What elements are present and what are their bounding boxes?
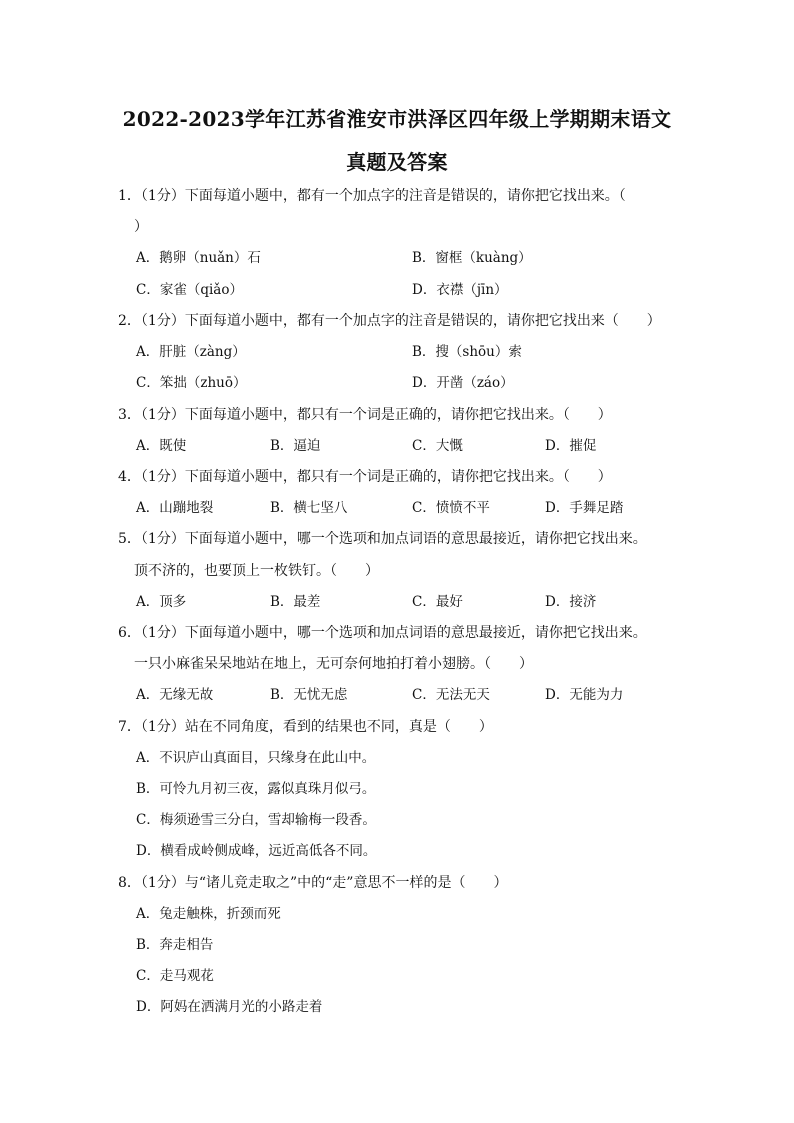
question-3-option-b: B．逼迫 (270, 438, 321, 454)
question-3-stem: 3．（1分）下面每道小题中，都只有一个词是正确的，请你把它找出来。（ ） (118, 407, 612, 423)
question-2-option-a: A．肝脏（zàng） (136, 344, 246, 360)
question-4-option-b: B．横七坚八 (270, 500, 348, 516)
question-1-option-a: A．鹅卵（nuǎn）石 (136, 250, 261, 266)
question-1-option-d: D．衣襟（jīn） (412, 282, 508, 298)
question-3-option-a: A．既使 (136, 438, 187, 454)
question-8-stem: 8．（1分）与“诸儿竞走取之”中的“走”意思不一样的是（ ） (118, 875, 508, 891)
question-5-option-d: D．接济 (545, 594, 597, 610)
document-title-line1: 2022-2023学年江苏省淮安市洪泽区四年级上学期期末语文 (122, 107, 672, 131)
question-7-stem: 7．（1分）站在不同角度，看到的结果也不同，真是（ ） (118, 719, 493, 735)
question-5-context: 顶不济的，也要顶上一枚铁钉。（ ） (134, 563, 379, 579)
question-5-stem: 5．（1分）下面每道小题中，哪一个选项和加点词语的意思最接近，请你把它找出来。 (118, 531, 647, 547)
question-8-option-c: C．走马观花 (136, 968, 214, 984)
question-4-stem: 4．（1分）下面每道小题中，都只有一个词是正确的，请你把它找出来。（ ） (118, 469, 612, 485)
question-1-stem: 1．（1分）下面每道小题中，都有一个加点字的注音是错误的，请你把它找出来。（ (118, 188, 626, 204)
question-7-option-c: C．梅须逊雪三分白，雪却输梅一段香。 (136, 812, 376, 828)
question-1-stem-cont: ） (134, 219, 148, 235)
question-4-option-d: D．手舞足踏 (545, 500, 624, 516)
question-5-option-c: C．最好 (412, 594, 463, 610)
question-3-option-d: D．摧促 (545, 438, 597, 454)
question-7-option-b: B．可怜九月初三夜，露似真珠月似弓。 (136, 781, 376, 797)
question-7-option-d: D．横看成岭侧成峰，远近高低各不同。 (136, 843, 377, 859)
question-7-option-a: A．不识庐山真面目，只缘身在此山中。 (136, 750, 376, 766)
question-2-option-d: D．开凿（záo） (412, 375, 514, 391)
question-6-option-d: D．无能为力 (545, 687, 624, 703)
question-3-option-c: C．大慨 (412, 438, 463, 454)
question-4-option-c: C．愤愤不平 (412, 500, 490, 516)
question-6-option-b: B．无忧无虑 (270, 687, 348, 703)
question-5-option-b: B．最差 (270, 594, 321, 610)
question-1-option-c: C．家雀（qiǎo） (136, 282, 243, 298)
question-1-option-b: B．窗框（kuàng） (412, 250, 532, 266)
question-4-option-a: A．山蹦地裂 (136, 500, 214, 516)
document-title-line2: 真题及答案 (346, 150, 448, 174)
question-8-option-d: D．阿妈在洒满月光的小路走着 (136, 999, 323, 1015)
question-6-stem: 6．（1分）下面每道小题中，哪一个选项和加点词语的意思最接近，请你把它找出来。 (118, 625, 647, 641)
question-6-option-c: C．无法无天 (412, 687, 490, 703)
question-8-option-b: B．奔走相告 (136, 937, 214, 953)
question-8-option-a: A．兔走触株，折颈而死 (136, 906, 281, 922)
question-2-option-c: C．笨拙（zhuō） (136, 375, 247, 391)
question-2-option-b: B．搜（shōu）索 (412, 344, 522, 360)
question-6-context: 一只小麻雀呆呆地站在地上，无可奈何地拍打着小翅膀。（ ） (134, 656, 533, 672)
question-5-option-a: A．顶多 (136, 594, 187, 610)
question-6-option-a: A．无缘无故 (136, 687, 214, 703)
question-2-stem: 2．（1分）下面每道小题中，都有一个加点字的注音是错误的，请你把它找出来（ ） (118, 313, 661, 329)
